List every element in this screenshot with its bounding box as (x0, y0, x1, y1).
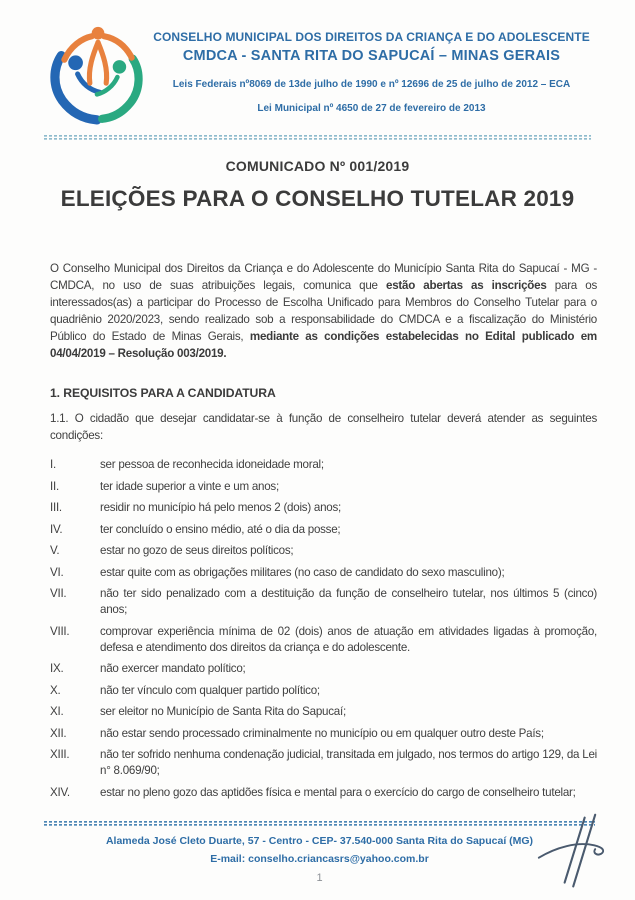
item-numeral: IX. (50, 662, 64, 675)
page-number: 1 (316, 872, 323, 884)
footer-address: Alameda José Cleto Duarte, 57 - Centro - CEP- 37.540-000 Santa Rita do Sapucaí (MG) (105, 835, 534, 847)
header-text-block (148, 20, 595, 126)
intro-seg2-bold: estão abertas as inscrições (386, 279, 547, 292)
intro-paragraph (50, 260, 597, 362)
item-text: comprovar experiência mínima de 02 (dois) anos de atuação em atividades ligadas à promoção, defesa e atendimento dos direitos da criança e do adolescente. (100, 624, 597, 654)
document-footer (44, 821, 595, 884)
item-numeral: III. (50, 501, 62, 514)
footer-email: E-mail: conselho.criancasrs@yahoo.com.br (210, 853, 429, 865)
item-text: estar no pleno gozo das aptidões física e mental para o exercício do cargo de conselheiro tutelar; (100, 785, 576, 799)
section-1-intro: 1.1. O cidadão que desejar candidatar-se à função de conselheiro tutelar deverá atender as seguintes condições: (50, 412, 597, 442)
item-numeral: VIII. (50, 624, 70, 638)
item-text: residir no município há pelo menos 2 (dois) anos; (100, 501, 342, 514)
header-separator-line (44, 135, 591, 140)
document-header (0, 0, 635, 126)
list-item (50, 661, 597, 677)
list-item (50, 747, 597, 779)
intro-seg1: O Conselho Municipal dos Direitos da Criança e do Adolescente do Município Santa Rita do Sapucaí - MG - CMDCA, no uso de suas atribuições legais, comunica que (50, 262, 597, 292)
list-item (50, 522, 597, 538)
section-1-heading: 1. REQUISITOS PARA A CANDIDATURA (50, 386, 276, 400)
item-text: estar no gozo de seus direitos políticos; (100, 544, 294, 557)
item-text: não exercer mandato político; (100, 662, 246, 675)
item-text: não ter sofrido nenhuma condenação judicial, transitada em julgado, nos termos do artigo 129, da Lei n° 8.069/90; (100, 748, 597, 777)
list-item (50, 479, 597, 495)
list-item (50, 683, 597, 699)
list-item (50, 543, 597, 559)
cmdca-logo (46, 24, 148, 126)
item-numeral: VI. (50, 565, 64, 579)
item-numeral: XI. (50, 705, 64, 718)
item-numeral: V. (50, 544, 60, 557)
item-numeral: XII. (50, 726, 67, 740)
item-text: ser pessoa de reconhecida idoneidade moral; (100, 458, 324, 471)
item-text: não ter sido penalizado com a destituição da função de conselheiro tutelar, nos últimos 5 (cinco) anos; (100, 587, 597, 616)
list-item (50, 565, 597, 581)
item-numeral: XIII. (50, 748, 70, 761)
list-item (50, 726, 597, 742)
federal-law-reference: Leis Federais nº8069 de 13de julho de 1990 e nº 12696 de 25 de julho de 2012 – ECA (172, 79, 571, 90)
item-numeral: XIV. (50, 785, 70, 799)
item-text: não ter vínculo com qualquer partido político; (100, 683, 320, 697)
item-text: estar quite com as obrigações militares (no caso de candidato do sexo masculino); (100, 565, 505, 579)
item-numeral: I. (50, 458, 56, 471)
item-text: ter idade superior a vinte e um anos; (100, 479, 279, 493)
cmdca-logo-icon (46, 24, 148, 126)
list-item (50, 586, 597, 618)
item-numeral: II. (50, 479, 59, 493)
list-item (50, 500, 597, 516)
org-name-line1: CONSELHO MUNICIPAL DOS DIREITOS DA CRIANÇA E DO ADOLESCENTE (153, 30, 590, 44)
signature-scribble (535, 810, 621, 894)
intro-seg4-bold: mediante as condições estabelecidas no Edital publicado em 04/04/2019 – Resolução 003/2019. (50, 330, 597, 360)
list-item (50, 457, 597, 473)
document-title: ELEIÇÕES PARA O CONSELHO TUTELAR 2019 (60, 186, 575, 211)
item-numeral: X. (50, 683, 61, 697)
item-text: ter concluído o ensino médio, até o dia da posse; (100, 522, 341, 536)
requirements-list (50, 457, 597, 801)
item-numeral: VII. (50, 587, 67, 600)
item-numeral: IV. (50, 522, 63, 536)
comunicado-number: COMUNICADO Nº 001/2019 (225, 158, 410, 174)
org-name-line2: CMDCA - SANTA RITA DO SAPUCAÍ – MINAS GERAIS (182, 48, 561, 64)
list-item (50, 785, 597, 801)
municipal-law-reference: Lei Municipal nº 4650 de 27 de fevereiro de 2013 (257, 103, 486, 114)
item-text: ser eleitor no Município de Santa Rita do Sapucaí; (100, 705, 346, 718)
footer-separator-line (44, 821, 595, 826)
document-body (0, 260, 635, 801)
list-item (50, 624, 597, 656)
item-text: não estar sendo processado criminalmente no município ou em qualquer outro deste País; (100, 726, 544, 740)
list-item (50, 704, 597, 720)
intro-seg3: para os interessados(as) a participar do Processo de Escolha Unificado para Membros do Conselho Tutelar para o quadriênio 2020/2023, sendo realizado sob a responsabilidade do CMDCA e a fiscalização do Ministério Público do Estado de Minas Gerais, (50, 279, 597, 343)
